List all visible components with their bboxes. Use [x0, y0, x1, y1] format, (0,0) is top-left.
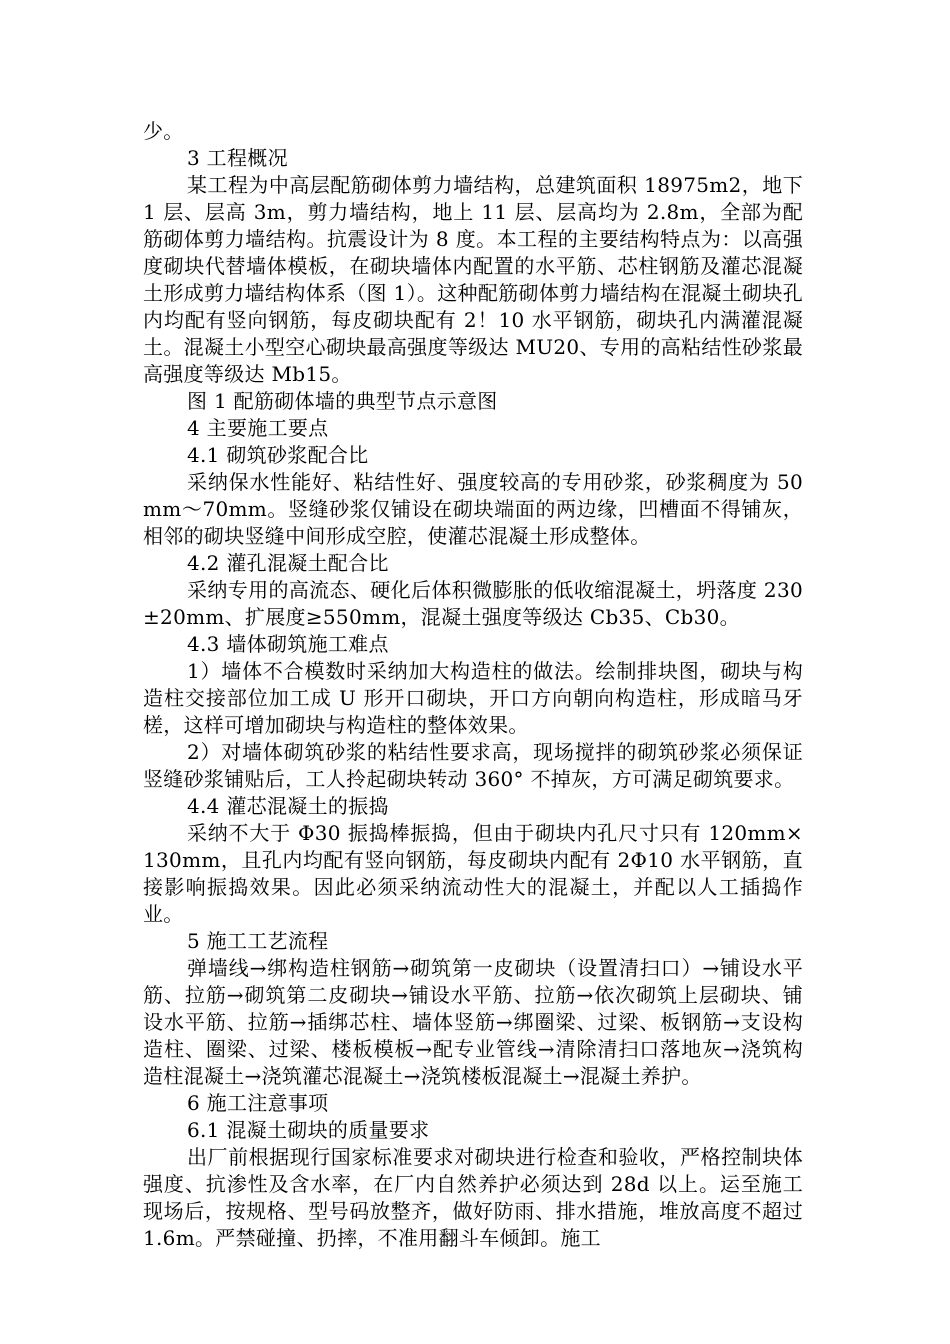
paragraph-grout-concrete-mix: 采纳专用的高流态、硬化后体积微膨胀的低收缩混凝土，坍落度 230±20mm、扩展度≥550mm，混凝土强度等级达 Cb35、Cb30。: [143, 578, 803, 629]
subsection-heading-6-1: 6.1 混凝土砌块的质量要求: [187, 1118, 430, 1142]
paragraph-vibration: 采纳不大于 Φ30 振捣棒振捣，但由于砌块内孔尺寸只有 120mm×130mm，且孔内均配有竖向钢筋，每皮砌块内配有 2Φ10 水平钢筋，直接影响振捣效果。因此必须采纳流动性大的混凝土，并配以人工插捣作业。: [143, 821, 803, 926]
paragraph-project-overview: 某工程为中高层配筋砌体剪力墙结构，总建筑面积 18975m2，地下 1 层、层高 3m，剪力墙结构，地上 11 层、层高均为 2.8m，全部为配筋砌体剪力墙结构。抗震设计为 8 度。本工程的主要结构特点为：以高强度砌块代替墙体模板，在砌块墙体内配置的水平筋、芯柱钢筋及灌芯混凝土形成剪力墙结构体系（图 1）。这种配筋砌体剪力墙结构在混凝土砌块孔内均配有竖向钢筋，每皮砌块配有 2！10 水平钢筋，砌块孔内满灌混凝土。混凝土小型空心砌块最高强度等级达 MU20、专用的高粘结性砂浆最高强度等级达 Mb15。: [143, 173, 803, 386]
section-heading-6: 6 施工注意事项: [187, 1091, 329, 1115]
subsection-heading-4-4: 4.4 灌芯混凝土的振捣: [187, 794, 389, 818]
section-heading-4: 4 主要施工要点: [187, 416, 329, 440]
section-heading-5: 5 施工工艺流程: [187, 929, 329, 953]
paragraph-difficulty-1: 1）墙体不合模数时采纳加大构造柱的做法。绘制排块图，砌块与构造柱交接部位加工成 U 形开口砌块，开口方向朝向构造柱，形成暗马牙槎，这样可增加砌块与构造柱的整体效果。: [143, 659, 803, 737]
paragraph-block-quality: 出厂前根据现行国家标准要求对砌块进行检查和验收，严格控制块体强度、抗渗性及含水率，在厂内自然养护必须达到 28d 以上。运至施工现场后，按规格、型号码放整齐，做好防雨、排水措施，堆放高度不超过 1.6m。严禁碰撞、扔摔，不准用翻斗车倾卸。施工: [143, 1145, 803, 1250]
subsection-heading-4-2: 4.2 灌孔混凝土配合比: [187, 551, 389, 575]
document-body: [143, 118, 803, 1252]
paragraph-mortar-mix: 采纳保水性能好、粘结性好、强度较高的专用砂浆，砂浆稠度为 50mm～70mm。竖缝砂浆仅铺设在砌块端面的两边缘，凹槽面不得铺灰，相邻的砌块竖缝中间形成空腔，使灌芯混凝土形成整体。: [143, 470, 803, 548]
paragraph-difficulty-2: 2）对墙体砌筑砂浆的粘结性要求高，现场搅拌的砌筑砂浆必须保证竖缝砂浆铺贴后，工人拎起砌块转动 360° 不掉灰，方可满足砌筑要求。: [143, 740, 803, 791]
subsection-heading-4-3: 4.3 墙体砌筑施工难点: [187, 632, 389, 656]
paragraph-process-flow: 弹墙线→绑构造柱钢筋→砌筑第一皮砌块（设置清扫口）→铺设水平筋、拉筋→砌筑第二皮砌块→铺设水平筋、拉筋→依次砌筑上层砌块、铺设水平筋、拉筋→插绑芯柱、墙体竖筋→绑圈梁、过梁、板钢筋→支设构造柱、圈梁、过梁、楼板模板→配专业管线→清除清扫口落地灰→浇筑构造柱混凝土→浇筑灌芯混凝土→浇筑楼板混凝土→混凝土养护。: [143, 956, 803, 1088]
section-heading-3: 3 工程概况: [187, 146, 288, 170]
subsection-heading-4-1: 4.1 砌筑砂浆配合比: [187, 443, 369, 467]
figure-caption-1: 图 1 配筋砌体墙的典型节点示意图: [187, 389, 498, 413]
paragraph-continuation: 少。: [143, 119, 184, 143]
